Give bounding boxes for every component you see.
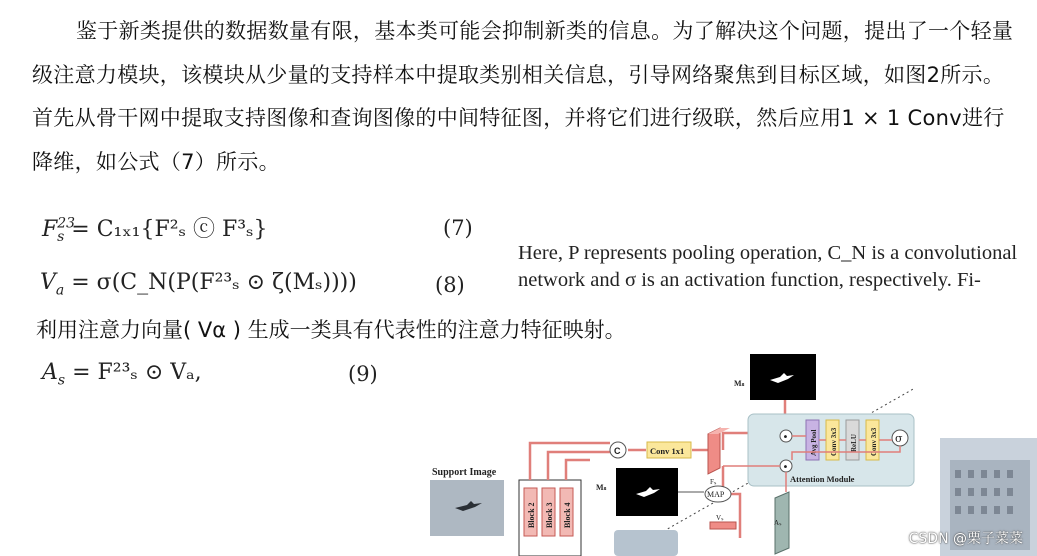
eq7-lhs-sub: s <box>57 229 65 246</box>
as-label: Aₛ <box>774 519 782 527</box>
eq9-lhs-sub: s <box>57 372 66 389</box>
vs-label: Vₛ <box>716 514 724 522</box>
eq8-lhs: V <box>40 270 56 295</box>
csdn-watermark: CSDN @栗子菜菜 <box>908 531 1023 547</box>
attention-line: 利用注意力向量( Vα ) 生成一类具有代表性的注意力特征映射。 <box>36 318 626 342</box>
fs-label: Fₛ <box>710 478 717 486</box>
dot-symbol-1: • <box>782 432 789 443</box>
block-2-label: Block 2 <box>527 502 536 528</box>
equation-9 <box>42 360 202 388</box>
block-4-label: Block 4 <box>563 502 572 528</box>
eq7-number: (7) <box>443 216 473 240</box>
query-box <box>614 530 678 556</box>
eq7-rhs: = C₁ₓ₁{F²ₛ ⓒ F³ₛ} <box>71 217 268 242</box>
dot-symbol-2: • <box>782 462 789 473</box>
conv3x3-label-2: Conv 3x3 <box>870 427 878 456</box>
english-description: Here, P represents pooling operation, C_N is a convolutional network and σ is an activation function, respectively. Fi- <box>518 242 1018 291</box>
conv3x3-label-1: Conv 3x3 <box>830 427 838 456</box>
architecture-figure <box>420 348 1037 556</box>
fs-feature-map <box>708 428 720 474</box>
support-image-label: Support Image <box>432 467 497 478</box>
body-paragraph: 鉴于新类提供的数据数量有限，基本类可能会抑制新类的信息。为了解决这个问题，提出了一个轻量级注意力模块，该模块从少量的支持样本中提取类别相关信息，引导网络聚焦到目标区域，如图2所示。首先从骨干网中提取支持图像和查询图像的中间特征图，并将它们进行级联，然后应用1 × 1 Conv进行降维，如公式（7）所示。 <box>32 19 1014 174</box>
eq9-rhs: = F²³ₛ ⊙ Vₐ, <box>72 360 202 385</box>
equation-7 <box>42 212 267 245</box>
sigma-label: σ <box>895 432 903 445</box>
map-label: MAP <box>707 490 725 499</box>
attention-module-label: Attention Module <box>790 474 855 484</box>
eq9-lhs: A <box>42 360 58 385</box>
conv1x1-label: Conv 1x1 <box>650 446 685 456</box>
eq7-lhs: F <box>42 217 58 242</box>
eq8-lhs-sub: a <box>55 282 65 299</box>
vs-vector <box>710 522 736 529</box>
avg-pool-label: Avg Pool <box>810 429 818 456</box>
eq9-number: (9) <box>348 362 378 386</box>
relu-label: ReLU <box>850 434 858 452</box>
eq8-rhs: = σ(C_N(P(F²³ₛ ⊙ ζ(Mₛ)))) <box>71 270 357 295</box>
eq7-lhs-sup: 23 <box>57 215 76 232</box>
eq8-number: (8) <box>435 273 465 297</box>
ms-label-mid: Mₛ <box>596 483 607 492</box>
block-3-label: Block 3 <box>545 502 554 528</box>
concat-label: C <box>614 446 621 456</box>
equation-8 <box>40 270 357 298</box>
ms-label-top: Mₛ <box>734 379 745 388</box>
